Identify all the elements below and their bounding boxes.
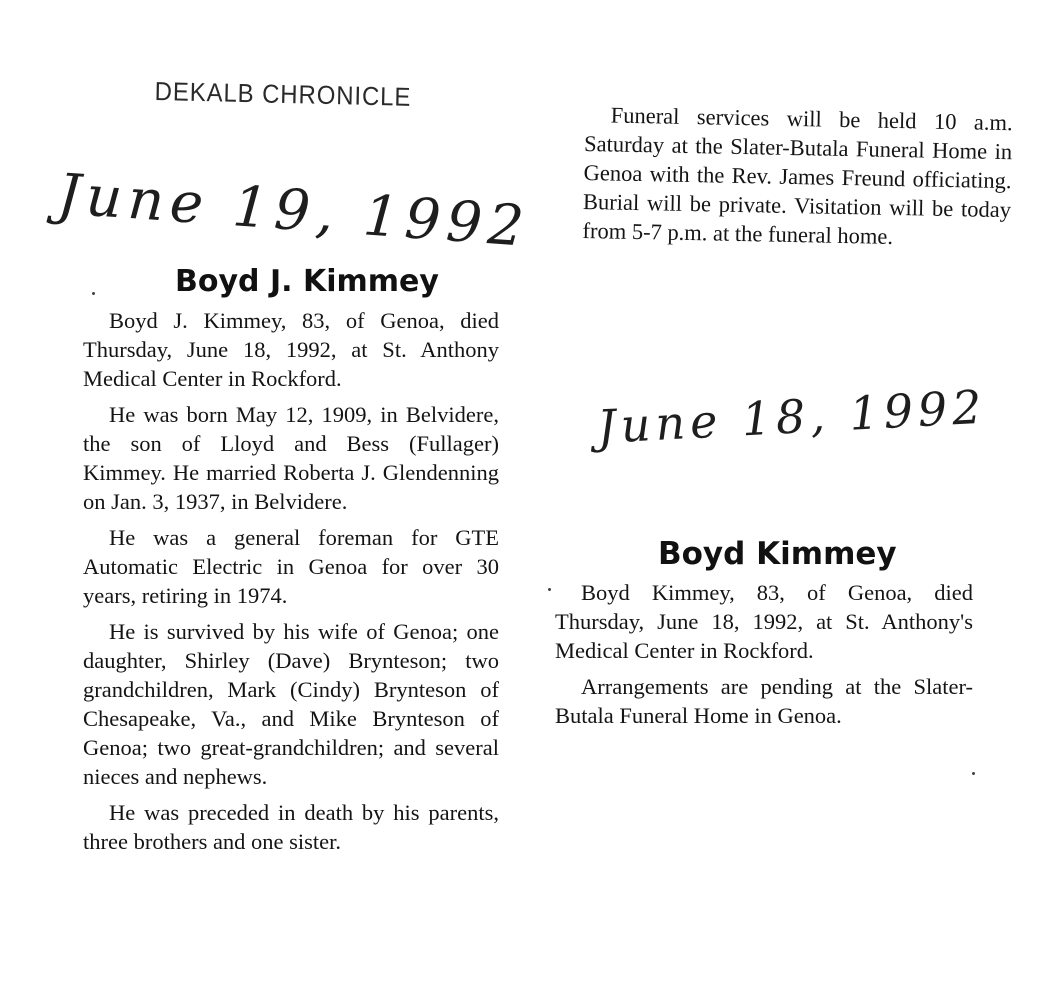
obituary-1-paragraph: He was preceded in death by his parents, three brothers and one sister.: [83, 800, 499, 854]
obituary-1-paragraph: Boyd J. Kimmey, 83, of Genoa, died Thursday, June 18, 1992, at St. Anthony Medical Center in Rockford.: [83, 308, 499, 391]
handwritten-date-1: June 19, 1992: [55, 162, 532, 260]
obituary-1-headline: Boyd J. Kimmey: [175, 264, 439, 299]
obituary-1-paragraph: He was born May 12, 1909, in Belvidere, the son of Lloyd and Bess (Fullager) Kimmey. He married Roberta J. Glendenning on Jan. 3, 1937, in Belvidere.: [83, 402, 499, 514]
obituary-1-continued-paragraph: Funeral services will be held 10 a.m. Saturday at the Slater-Butala Funeral Home in Genoa with the Rev. James Freund officiating. Burial will be private. Visitation will be today from 5-7 p.m. at the funeral home.: [582, 102, 1013, 249]
obituary-2-paragraph: Boyd Kimmey, 83, of Genoa, died Thursday, June 18, 1992, at St. Anthony's Medical Center in Rockford.: [555, 580, 973, 663]
obituary-2-body: [555, 578, 973, 737]
obituary-1-body: [83, 306, 499, 863]
handwritten-date-2: June 18, 1992: [596, 379, 988, 454]
print-speck: [548, 588, 551, 591]
obituary-1-paragraph: He is survived by his wife of Genoa; one daughter, Shirley (Dave) Brynteson; two grandchildren, Mark (Cindy) Brynteson of Chesapeake, Va., and Mike Brynteson of Genoa; two great-grandchildren; and several nieces and nephews.: [83, 619, 499, 789]
obituary-1-continued: [582, 100, 1013, 260]
obituary-2-paragraph: Arrangements are pending at the Slater-Butala Funeral Home in Genoa.: [555, 674, 973, 728]
print-speck: [92, 292, 95, 295]
obituary-2-headline: Boyd Kimmey: [658, 536, 897, 572]
newspaper-stamp: DEKALB CHRONICLE: [154, 76, 412, 112]
obituary-1-paragraph: He was a general foreman for GTE Automatic Electric in Genoa for over 30 years, retiring in 1974.: [83, 525, 499, 608]
print-speck: [972, 772, 975, 775]
